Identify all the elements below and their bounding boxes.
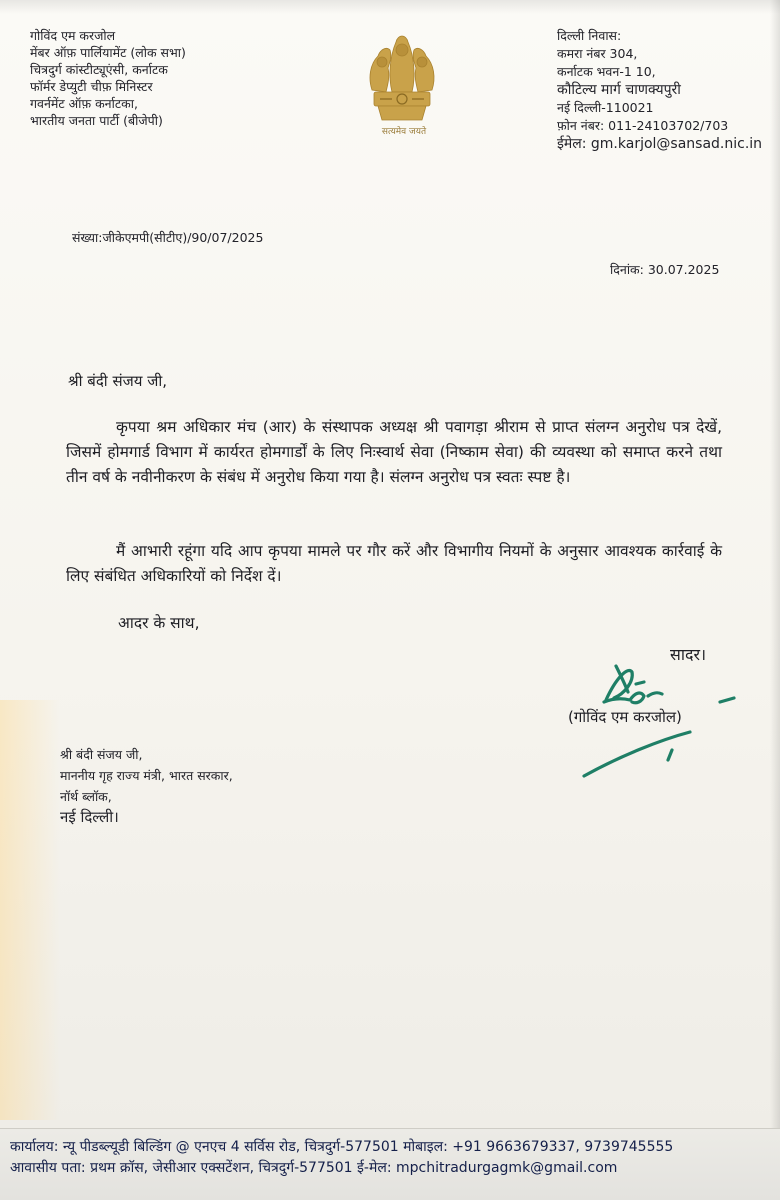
phone-number: फ़ोन नंबर: 011-24103702/703 <box>557 118 729 133</box>
letter-date: दिनांक: 30.07.2025 <box>610 262 720 277</box>
letterhead-right <box>557 27 762 153</box>
addressee-name: श्री बंदी संजय जी, <box>60 747 143 762</box>
delhi-address-label: दिल्ली निवास: <box>557 28 622 43</box>
national-emblem-icon <box>358 20 446 138</box>
body-paragraph-1-text: कृपया श्रम अधिकार मंच (आर) के संस्थापक अध्यक्ष श्री पवागड़ा श्रीराम से प्राप्त संलग्न अनुरोध पत्र देखें, जिसमें होमगार्ड विभाग में कार्यरत होमगार्डों के लिए निःस्वार्थ सेवा (निष्काम सेवा) की व्यवस्था को समाप्त करने तथा तीन वर्ष के नवीनीकरण के संबंध में अनुरोध किया गया है। संलग्न अनुरोध पत्र स्वतः स्पष्ट है। <box>66 418 722 486</box>
addressee-block-name: नॉर्थ ब्लॉक, <box>60 789 112 804</box>
addressee-city: नई दिल्ली। <box>60 808 119 826</box>
room-number: कमरा नंबर 304, <box>557 46 638 61</box>
letterhead-left <box>30 27 186 129</box>
signer-name: (गोविंद एम करजोल) <box>568 708 682 726</box>
edge-shadow <box>770 0 780 1200</box>
mp-name: गोविंद एम करजोल <box>30 28 116 43</box>
reference-number: संख्या:जीकेएमपी(सीटीए)/90/07/2025 <box>72 230 264 245</box>
light-glare <box>0 700 60 1120</box>
letterhead-footer <box>0 1128 780 1200</box>
addressee-block <box>60 744 233 828</box>
pin-code: नई दिल्ली-110021 <box>557 100 654 115</box>
residence-address: आवासीय पता: प्रथम क्रॉस, जेसीआर एक्सटेंशन, चित्रदुर्ग-577501 ई-मेल: mpchitradurgagmk@gmail.com <box>10 1160 618 1176</box>
constituency: चित्रदुर्ग कांस्टीट्यूएंसी, कर्नाटक <box>30 62 168 77</box>
addressee-designation: माननीय गृह राज्य मंत्री, भारत सरकार, <box>60 768 233 783</box>
mp-title: मेंबर ऑफ़ पार्लियामेंट (लोक सभा) <box>30 45 186 60</box>
email-address: ईमेल: gm.karjol@sansad.nic.in <box>557 136 763 152</box>
salutation: श्री बंदी संजय जी, <box>68 372 167 390</box>
body-paragraph-2 <box>66 539 722 589</box>
closing: आदर के साथ, <box>118 614 200 632</box>
bhavan: कर्नाटक भवन-1 10, <box>557 64 656 79</box>
office-address: कार्यालय: न्यू पीडब्ल्यूडी बिल्डिंग @ एनएच 4 सर्विस रोड, चित्रदुर्ग-577501 मोबाइल: +91 9663679337, 9739745555 <box>10 1139 674 1155</box>
regards: सादर। <box>670 645 707 664</box>
government: गवर्नमेंट ऑफ़ कर्नाटका, <box>30 96 138 111</box>
party: भारतीय जनता पार्टी (बीजेपी) <box>30 113 163 128</box>
top-shadow <box>0 0 780 14</box>
emblem-motto: सत्यमेव जयते <box>381 127 427 137</box>
body-paragraph-1 <box>66 415 722 490</box>
street: कौटिल्य मार्ग चाणक्यपुरी <box>557 82 681 98</box>
former-post: फॉर्मर डेप्युटी चीफ़ मिनिस्टर <box>30 79 153 94</box>
body-paragraph-2-text: मैं आभारी रहूंगा यदि आप कृपया मामले पर गौर करें और विभागीय नियमों के अनुसार आवश्यक कार्रवाई के लिए संबंधित अधिकारियों को निर्देश दें। <box>66 542 722 585</box>
